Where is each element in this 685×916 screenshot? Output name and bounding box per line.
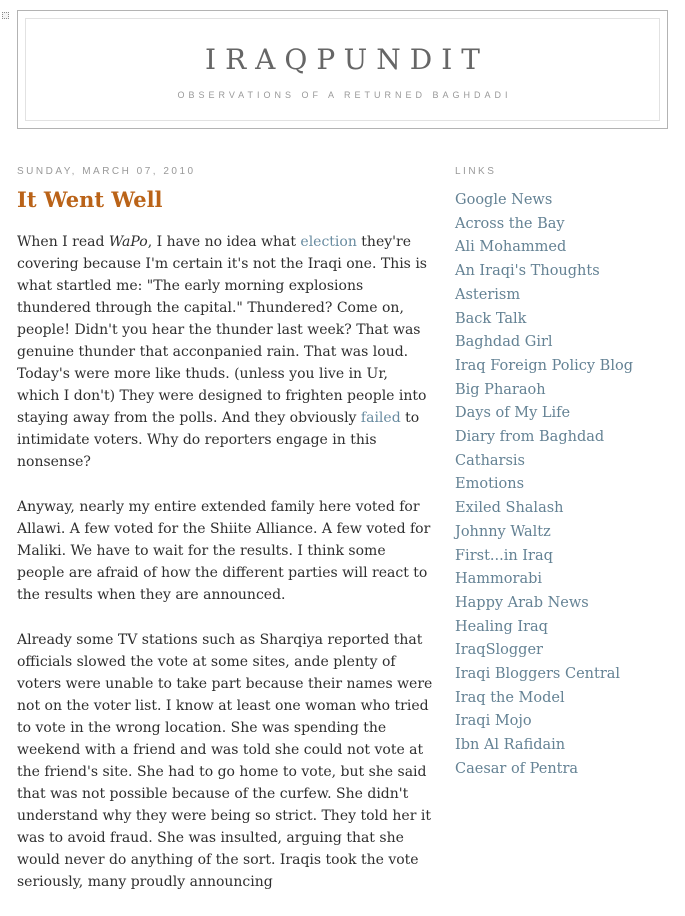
sidebar-link[interactable]: Iraqi Mojo [455, 713, 532, 730]
paragraph-text: to intimidate voters. Why do reporters engage in this nonsense? [17, 410, 420, 470]
sidebar-link[interactable]: Johnny Waltz [455, 523, 551, 540]
post-title[interactable]: It Went Well [17, 187, 163, 212]
list-item [455, 472, 668, 496]
list-item [455, 449, 668, 473]
blog-page [0, 10, 685, 890]
sidebar-link[interactable]: Across the Bay [455, 215, 565, 232]
list-item [455, 591, 668, 615]
list-item [455, 378, 668, 402]
sidebar-link[interactable]: Diary from Baghdad [455, 429, 605, 446]
sidebar-link[interactable]: Asterism [455, 286, 521, 303]
sidebar-link[interactable]: Back Talk [455, 310, 527, 327]
sidebar [455, 166, 668, 781]
sidebar-link[interactable]: Days of My Life [455, 405, 571, 422]
list-item [455, 212, 668, 236]
list-item [455, 307, 668, 331]
paragraph-text: Anyway, nearly my entire extended family here voted for Allawi. A few voted for the Shiite Alliance. A few voted for Maliki. We have to wait for the results. I think some people are afraid of how the different parties will react to the results when they are announced. [17, 499, 431, 603]
content-columns [0, 166, 685, 916]
sidebar-link[interactable]: An Iraqi's Thoughts [455, 263, 600, 280]
post-body [17, 231, 433, 893]
sidebar-link[interactable]: Caesar of Pentra [455, 760, 579, 777]
sidebar-link[interactable]: Ali Mohammed [455, 239, 567, 256]
sidebar-link[interactable]: Healing Iraq [455, 618, 548, 635]
post-paragraph [17, 496, 433, 606]
list-item [455, 520, 668, 544]
list-item [455, 425, 668, 449]
sidebar-link[interactable]: IraqSlogger [455, 642, 543, 659]
sidebar-link[interactable]: Google News [455, 192, 553, 208]
list-item [455, 235, 668, 259]
post-date: SUNDAY, MARCH 07, 2010 [17, 166, 196, 177]
main-column [17, 166, 433, 916]
sidebar-link[interactable]: Emotions [455, 476, 525, 493]
sidebar-link[interactable]: First...in Iraq [455, 547, 553, 564]
list-item [455, 709, 668, 733]
list-item [455, 757, 668, 781]
list-item [455, 401, 668, 425]
corner-artifact-icon [2, 12, 9, 19]
list-item [455, 733, 668, 757]
post-paragraph [17, 231, 433, 473]
sidebar-link[interactable]: Iraqi Bloggers Central [455, 666, 621, 683]
post-paragraph [17, 629, 433, 893]
sidebar-link[interactable]: Happy Arab News [455, 594, 589, 611]
sidebar-link[interactable]: Catharsis [455, 452, 526, 469]
paragraph-text: , I have no idea what [147, 234, 301, 250]
list-item [455, 544, 668, 568]
list-item [455, 330, 668, 354]
list-item [455, 188, 668, 212]
blog-subtitle: OBSERVATIONS OF A RETURNED BAGHDADI [177, 90, 512, 100]
inline-link[interactable]: election [300, 234, 357, 250]
sidebar-link[interactable]: Baghdad Girl [455, 334, 553, 351]
list-item [455, 615, 668, 639]
sidebar-link[interactable]: Iraq the Model [455, 689, 565, 706]
blog-header-box [17, 10, 668, 129]
list-item [455, 638, 668, 662]
sidebar-link[interactable]: Ibn Al Rafidain [455, 737, 566, 754]
list-item [455, 259, 668, 283]
italic-text: WaPo [108, 234, 148, 250]
blog-title[interactable]: IRAQPUNDIT [205, 43, 489, 76]
paragraph-text: they're covering because I'm certain it's not the Iraqi one. This is what startled me: "The early morning explosions thundered through the capital." Thundered? Come on, people! Didn't you hear the thunder last week? That was genuine thunder that acconpanied rain. That was loud. Today's were more like thuds. (unless you live in Ur, which I don't) They were designed to frighten people into staying away from the polls. And they obviously [17, 234, 427, 426]
inline-link[interactable]: failed [360, 410, 401, 426]
list-item [455, 567, 668, 591]
sidebar-link[interactable]: Iraq Foreign Policy Blog [455, 357, 633, 374]
list-item [455, 283, 668, 307]
list-item [455, 354, 668, 378]
links-list [455, 188, 668, 781]
list-item [455, 496, 668, 520]
paragraph-text: When I read [17, 234, 109, 250]
list-item [455, 686, 668, 710]
sidebar-link[interactable]: Big Pharaoh [455, 381, 546, 398]
sidebar-link[interactable]: Exiled Shalash [455, 500, 564, 517]
list-item [455, 662, 668, 686]
blog-header-inner-frame [25, 18, 660, 121]
sidebar-link[interactable]: Hammorabi [455, 571, 543, 588]
paragraph-text: Already some TV stations such as Sharqiya reported that officials slowed the vote at some sites, ande plenty of voters were unable to take part because their names were not on the voter list. I know at least one woman who tried to vote in the wrong location. She was spending the weekend with a friend and was told she could not vote at the friend's site. She had to go home to vote, but she said that was not possible because of the curfew. She didn't understand why they were being so strict. They told her it was to avoid fraud. She was insulted, arguing that she would never do anything of the sort. Iraqis took the vote seriously, many proudly announcing [17, 632, 433, 890]
sidebar-links-heading: LINKS [455, 166, 497, 177]
